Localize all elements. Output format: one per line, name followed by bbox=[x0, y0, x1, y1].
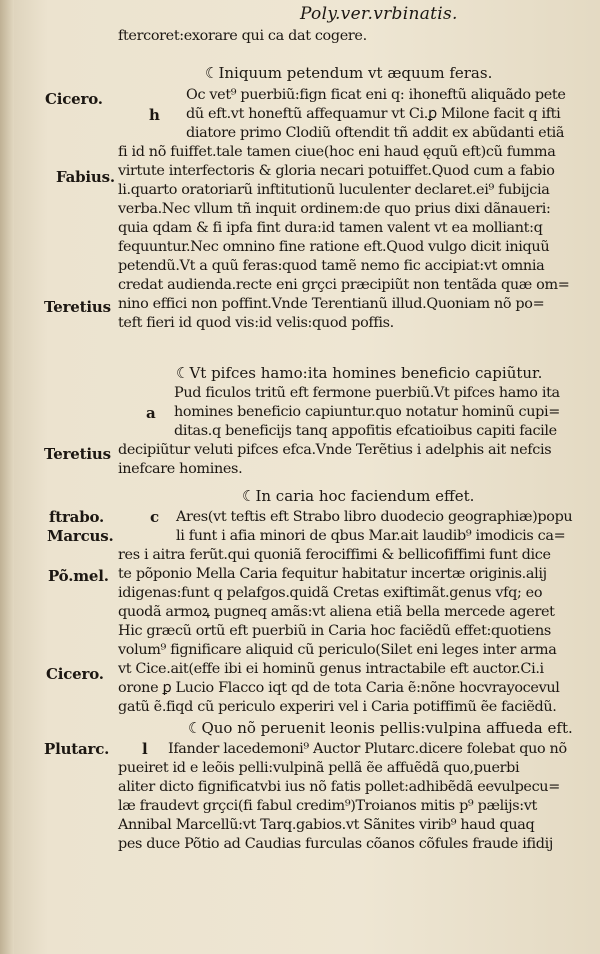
margin-note: Teretius bbox=[44, 298, 111, 316]
text-line: diatore primo Clodiũ oftendit tñ addit ex abũdanti etiã bbox=[186, 125, 565, 141]
section-letter: c bbox=[150, 508, 160, 526]
section-heading: ☾In caria hoc faciendum effet. bbox=[242, 487, 475, 505]
margin-note: Plutarc. bbox=[44, 740, 110, 758]
text-line: quodã armoꝝ pugneq amãs:vt aliena etiã bella mercede ageret bbox=[118, 604, 555, 620]
paragraph-mark-icon: ☾ bbox=[176, 364, 190, 382]
page-gutter-shadow bbox=[0, 0, 14, 954]
margin-note: Teretius bbox=[44, 445, 111, 463]
paragraph-mark-icon: ☾ bbox=[188, 719, 202, 737]
text-line: virtute interfectoris & gloria necari potuiffet.Quod cum a fabio bbox=[118, 163, 555, 179]
text-line: Ares(vt teftis eft Strabo libro duodecio geographiæ)popu bbox=[176, 509, 573, 525]
text-line: dũ eft.vt honeftũ affequamur vt Ci.ꝑ Milone facit q ifti bbox=[186, 106, 561, 122]
section-letter: a bbox=[146, 404, 156, 422]
text-line: Ifander lacedemoni⁹ Auctor Plutarc.dicere folebat quo nõ bbox=[168, 741, 567, 757]
text-line: Oc vet⁹ puerbiũ:fign ficat eni q: ihoneftũ aliquãdo pete bbox=[186, 87, 566, 103]
section-letter: l bbox=[142, 740, 148, 758]
text-line: li.quarto oratoriarũ inftitutionũ luculenter declaret.ei⁹ fubijcia bbox=[118, 182, 550, 198]
section-heading: ☾Quo nõ peruenit leonis pellis:vulpina affueda eft. bbox=[188, 719, 573, 737]
section-letter: h bbox=[149, 106, 160, 124]
section-heading: ☾Iniquum petendum vt æquum feras. bbox=[205, 64, 493, 82]
text-line: fequuntur.Nec omnino fine ratione eft.Quod vulgo dicit iniquũ bbox=[118, 239, 550, 255]
margin-note: Cicero. bbox=[45, 90, 103, 108]
margin-note: Cicero. bbox=[46, 665, 104, 683]
text-line: fi id nõ fuiffet.tale tamen ciue(hoc eni haud ęquũ eft)cũ fumma bbox=[118, 144, 556, 160]
text-line: pes duce Põtio ad Caudias furculas cõanos cõfules fraude ifidij bbox=[118, 836, 553, 852]
text-line: vt Cice.ait(effe ibi ei hominũ genus intractabile eft auctor.Ci.i bbox=[118, 661, 544, 677]
text-line: li funt i afia minori de qbus Mar.ait laudib⁹ imodicis ca= bbox=[176, 528, 566, 544]
text-line: pueiret id e leõis pelli:vulpinã pellã ẽe affuẽdã quo,puerbi bbox=[118, 760, 520, 776]
text-line: credat audienda.recte eni grçci præcipiũt non tentãda quæ om= bbox=[118, 277, 570, 293]
text-line: Hic græcũ ortũ eft puerbiũ in Caria hoc faciẽdũ effet:quotiens bbox=[118, 623, 551, 639]
margin-note: Põ.mel. bbox=[48, 567, 109, 585]
text-line: teft fieri id quod vis:id velis:quod poffis. bbox=[118, 315, 394, 331]
text-line: te põponio Mella Caria fequitur habitatur incertæ originis.alij bbox=[118, 566, 547, 582]
text-line: res i aitra ferũt.qui quoniã ferociffimi & bellicofiffimi funt dice bbox=[118, 547, 551, 563]
text-line: orone ꝑ Lucio Flacco iqt qd de tota Caria ẽ:nõne hocvrayocevul bbox=[118, 680, 560, 696]
text-line: aliter dicto fignificatvbi ius nõ fatis pollet:adhibẽdã eevulpecu= bbox=[118, 779, 560, 795]
text-line: gatũ ẽ.fiqd cũ periculo experiri vel i Caria potiffimũ ẽe faciẽdũ. bbox=[118, 699, 557, 715]
margin-note: ftrabo. bbox=[49, 508, 105, 526]
margin-note: Fabius. bbox=[56, 168, 115, 186]
text-line: quia qdam & fi ipfa fint dura:id tamen valent vt ea molliant:q bbox=[118, 220, 543, 236]
paragraph-mark-icon: ☾ bbox=[205, 64, 219, 82]
paragraph-mark-icon: ☾ bbox=[242, 487, 256, 505]
margin-note: Marcus. bbox=[47, 527, 114, 545]
text-line: Annibal Marcellũ:vt Tarq.gabios.vt Sãnites virib⁹ haud quaq bbox=[118, 817, 535, 833]
text-line: læ fraudevt grçci(fi fabul credim⁹)Troianos mitis p⁹ pælijs:vt bbox=[118, 798, 537, 814]
text-line: ditas.q beneficijs tanq appofitis efcatioibus capiti facile bbox=[174, 423, 557, 439]
text-line: verba.Nec vllum tñ inquit ordinem:de quo prius dixi dãnaueri: bbox=[118, 201, 551, 217]
text-line: volum⁹ fignificare aliquid cũ periculo(Silet eni leges inter arma bbox=[118, 642, 557, 658]
running-head: Poly.ver.vrbinatis. bbox=[300, 4, 458, 24]
text-line: inefcare homines. bbox=[118, 461, 243, 477]
text-line: nino effici non poffint.Vnde Terentianũ illud.Quoniam nõ po= bbox=[118, 296, 545, 312]
text-line: ftercoret:exorare qui ca dat cogere. bbox=[118, 28, 367, 44]
text-line: idigenas:funt q pelafgos.quidã Cretas exiftimãt.genus vfq; eo bbox=[118, 585, 543, 601]
section-heading: ☾Vt pifces hamo:ita homines beneficio capiũtur. bbox=[176, 364, 543, 382]
text-line: homines beneficio capiuntur.quo notatur hominũ cupi= bbox=[174, 404, 560, 420]
text-line: decipiũtur veluti pifces efca.Vnde Terẽtius i adelphis ait nefcis bbox=[118, 442, 552, 458]
text-line: petendũ.Vt a quũ feras:quod tamẽ nemo fic accipiat:vt omnia bbox=[118, 258, 545, 274]
text-line: Pud ficulos tritũ eft fermone puerbiũ.Vt pifces hamo ita bbox=[174, 385, 560, 401]
